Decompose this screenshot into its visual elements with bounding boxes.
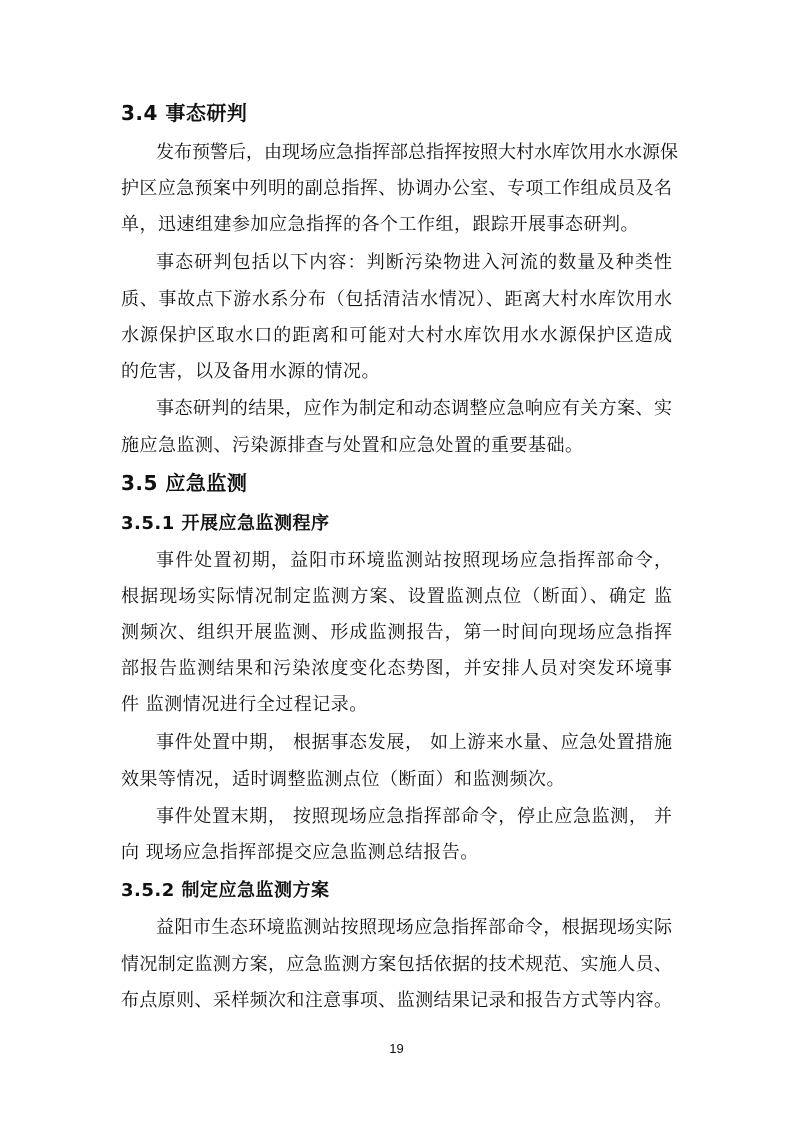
paragraph-line: 事态研判的结果，应作为制定和动态调整应急响应有关方案、实 bbox=[156, 398, 672, 419]
paragraph-line: 根据现场实际情况制定监测方案、设置监测点位（断面）、确定 监 bbox=[121, 586, 672, 607]
section-heading-3-5: 3.5 应急监测 bbox=[121, 471, 248, 495]
paragraph-line: 情况制定监测方案，应急监测方案包括依据的技术规范、实施人员、 bbox=[121, 954, 672, 975]
paragraph-line: 效果等情况，适时调整监测点位（断面）和监测频次。 bbox=[121, 769, 565, 790]
section-heading-3-5-1: 3.5.1 开展应急监测程序 bbox=[121, 513, 330, 534]
paragraph-line: 部报告监测结果和污染浓度变化态势图，并安排人员对突发环境事 bbox=[121, 658, 672, 679]
paragraph-line: 发布预警后，由现场应急指挥部总指挥按照大村水库饮用水水源保 bbox=[156, 142, 678, 163]
paragraph-line: 单，迅速组建参加应急指挥的各个工作组，跟踪开展事态研判。 bbox=[121, 214, 639, 235]
paragraph-line: 质、事故点下游水系分布（包括清洁水情况）、距离大村水库饮用水 bbox=[121, 289, 672, 310]
paragraph-line: 益阳市生态环境监测站按照现场应急指挥部命令，根据现场实际 bbox=[156, 917, 672, 938]
paragraph-line: 测频次、组织开展监测、形成监测报告，第一时间向现场应急指挥 bbox=[121, 622, 672, 643]
section-heading-3-5-2: 3.5.2 制定应急监测方案 bbox=[121, 880, 330, 901]
paragraph-line: 件 监测情况进行全过程记录。 bbox=[121, 694, 368, 715]
paragraph-line: 的危害，以及备用水源的情况。 bbox=[121, 361, 380, 382]
paragraph-line: 向 现场应急指挥部提交应急监测总结报告。 bbox=[121, 842, 479, 863]
paragraph-line: 事件处置初期，益阳市环境监测站按照现场应急指挥部命令， bbox=[156, 550, 672, 571]
paragraph-line: 护区应急预案中列明的副总指挥、协调办公室、专项工作组成员及名 bbox=[121, 178, 672, 199]
page-number: 19 bbox=[389, 1041, 404, 1056]
paragraph-line: 事件处置末期， 按照现场应急指挥部命令，停止应急监测， 并 bbox=[156, 806, 672, 827]
paragraph-line: 施应急监测、污染源排查与处置和应急处置的重要基础。 bbox=[121, 435, 584, 456]
paragraph-line: 水源保护区取水口的距离和可能对大村水库饮用水水源保护区造成 bbox=[121, 325, 672, 346]
paragraph-line: 事件处置中期， 根据事态发展， 如上游来水量、应急处置措施 bbox=[156, 732, 672, 753]
section-heading-3-4: 3.4 事态研判 bbox=[121, 101, 248, 125]
paragraph-line: 布点原则、采样频次和注意事项、监测结果记录和报告方式等内容。 bbox=[121, 990, 672, 1011]
paragraph-line: 事态研判包括以下内容：判断污染物进入河流的数量及种类性 bbox=[156, 252, 672, 273]
